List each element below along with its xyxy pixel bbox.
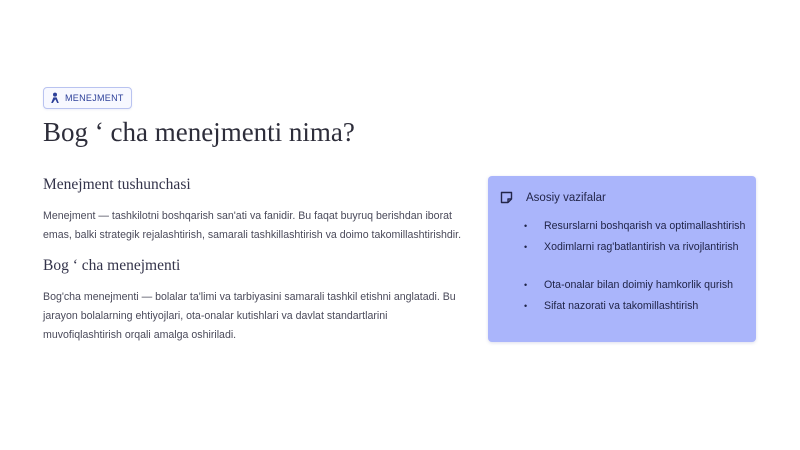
content-column <box>43 176 463 345</box>
list-item: • Ota-onalar bilan doimiy hamkorlik qurish <box>524 277 746 294</box>
person-icon <box>50 92 60 104</box>
list-item: • Resurslarni boshqarish va optimallashtirish <box>524 218 746 235</box>
section-heading-concept: Menejment tushunchasi <box>43 176 191 193</box>
section-heading-kindergarten: Bog ʻ cha menejmenti <box>43 257 181 274</box>
category-badge <box>43 87 132 109</box>
section-text-kindergarten: Bog'cha menejmenti — bolalar ta'limi va tarbiyasini samarali tashkil etishni anglatadi. Bu jarayon bolalarning ehtiyojlari, ota-onalar kutishlari va davlat standartlarini muvofiqlashtirish orqali amalga oshiriladi. <box>43 291 456 341</box>
tasks-list <box>524 218 746 315</box>
list-item: • Xodimlarni rag'batlantirish va rivojlantirish <box>524 239 746 256</box>
badge-label: MENEJMENT <box>65 93 124 103</box>
card-title: Asosiy vazifalar <box>526 192 606 204</box>
note-icon <box>500 191 513 204</box>
list-item: • Sifat nazorati va takomillashtirish <box>524 298 746 315</box>
page-title: Bog ʻ cha menejmenti nima? <box>43 117 355 147</box>
section-text-concept: Menejment — tashkilotni boshqarish san'ati va fanidir. Bu faqat buyruq berishdan iborat emas, balki strategik rejalashtirish, samarali tashkillashtirish va doimo takomillashtirishdir. <box>43 210 462 241</box>
tasks-card <box>488 176 756 342</box>
